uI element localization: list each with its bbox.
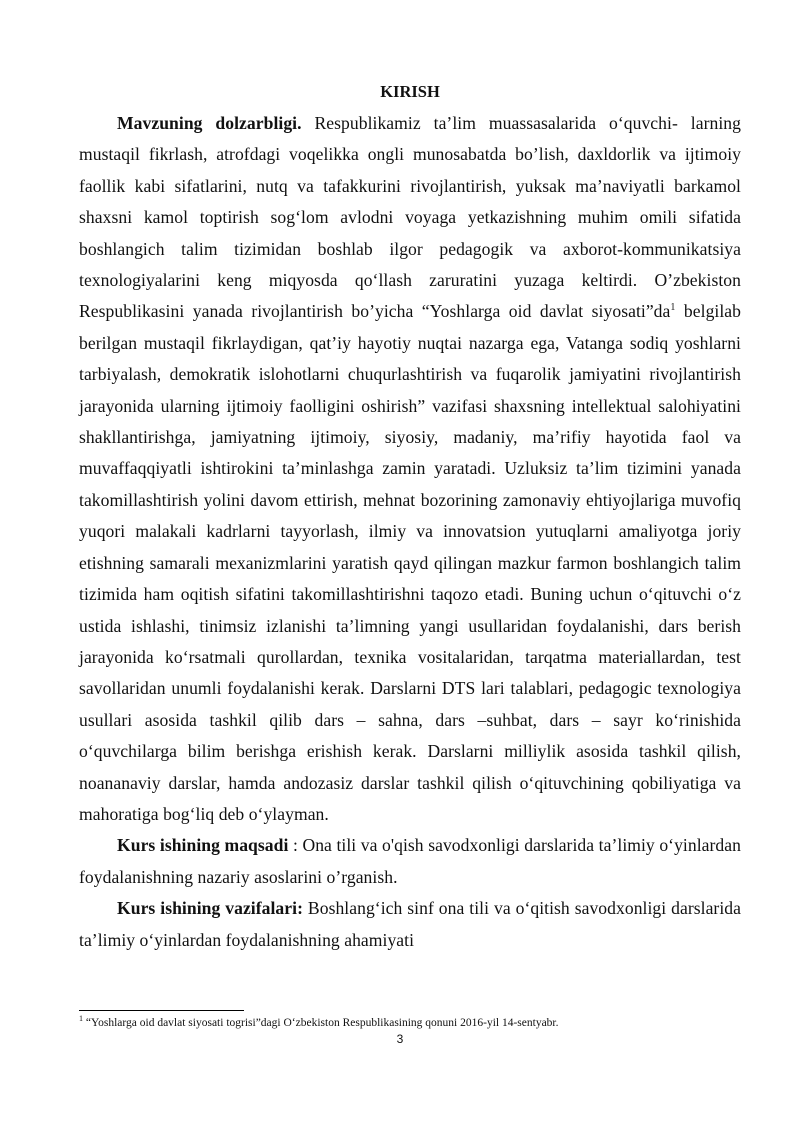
paragraph-text-b: belgilab berilgan mustaqil fikrlaydigan, qat’iy hayotiy nuqtai nazarga ega, Vatanga sodiq yoshlarni tarbiyalash, demokratik islohotlarni chuqurlashtirish va fuqarolik jamiyatini rivojlantirish jarayonida ularning ijtimoiy faolligini oshirish” vazifasi shaxsning intellektual salohiyatini shakllantirishga, jamiyatning ijtimoiy, siyosiy, madaniy, ma’rifiy hayotida faol va muvaffaqqiyatli ishtirokini ta’minlashga zamin yaratadi. Uzluksiz ta’lim tizimini yanada takomillashtirish yolini davom ettirish, mehnat bozorining zamonaviy ehtiyojlariga muvofiq yuqori malakali kadrlarni tayyorlash, ilmiy va innovatsion yutuqlarni amaliyotga joriy etishning samarali mexanizmlarini yaratish qayd qilingan mazkur farmon boshlangich talim tizimida ham oqitish sifatini takomillashtirishni taqozo etadi. Buning uchun oʻqituvchi oʻz ustida ishlashi, tinimsiz izlanishi ta’limning yangi usullaridan foydalanishi, dars berish jarayonida koʻrsatmali qurollardan, texnika vositalaridan, tarqatma materiallardan, test savollaridan unumli foydalanishi kerak. Darslarni DTS lari talablari, pedagogic texnologiya usullari asosida tashkil qilib dars – sahna, dars –suhbat, dars – sayr koʻrinishida oʻquvchilarga bilim berishga erishish kerak. Darslarni milliylik asosida tashkil qilish, noananaviy darslar, hamda andozasiz darslar tashkil qilish oʻqituvchining qobiliyatiga va mahoratiga bogʻliq deb oʻylayman. <box>79 301 741 824</box>
footnote-reference: 1 <box>670 302 676 314</box>
paragraph-heading-relevance: Mavzuning dolzarbligi. <box>117 113 302 133</box>
document-body <box>79 80 741 956</box>
page-title: KIRISH <box>380 82 440 101</box>
paragraph-heading-tasks: Kurs ishining vazifalari: <box>117 898 303 919</box>
footnote <box>79 1016 741 1030</box>
page-number: 3 <box>396 1032 404 1046</box>
paragraph-heading-goal: Kurs ishining maqsadi <box>117 835 289 856</box>
paragraph-text-a: Respublikamiz ta’lim muassasalarida oʻquvchi- larning mustaqil fikrlash, atrofdagi voqelikka ongli munosabatda bo’lish, daxldorlik va ijtimoiy faollik kabi sifatlarini, nutq va tafakkurini rivojlantirish, yuksak ma’naviyatli barkamol shaxsni kamol toptirish sogʻlom avlodni voyaga yetkazishning muhim omili sifatida boshlangich talim tizimidan boshlab ilgor pedagogik va axborot-kommunikatsiya texnologiyalarini keng miqyosda qoʻllash zaruratini yuzaga keltirdi. O’zbekiston Respublikasini yanada rivojlantirish bo’yicha “Yoshlarga oid davlat siyosati”da <box>79 113 741 322</box>
footnote-text: “Yoshlarga oid davlat siyosati togrisi”dagi Oʻzbekiston Respublikasining qonuni 2016-yil 14-sentyabr. <box>83 1017 559 1029</box>
paragraph-goal <box>79 830 741 893</box>
footnote-marker: 1 <box>79 1014 83 1024</box>
footnote-divider <box>79 1010 244 1011</box>
paragraph-text-tasks: Boshlangʻich sinf ona tili va oʻqitish savodxonligi darslarida ta’limiy oʻyinlardan foydalanishning ahamiyati <box>79 898 741 950</box>
paragraph-text-goal: : Ona tili va o'qish savodxonligi darslarida ta’limiy oʻyinlardan foydalanishning nazariy asoslarini o’rganish. <box>79 835 741 887</box>
paragraph-tasks <box>79 893 741 956</box>
paragraph-relevance <box>79 108 741 830</box>
